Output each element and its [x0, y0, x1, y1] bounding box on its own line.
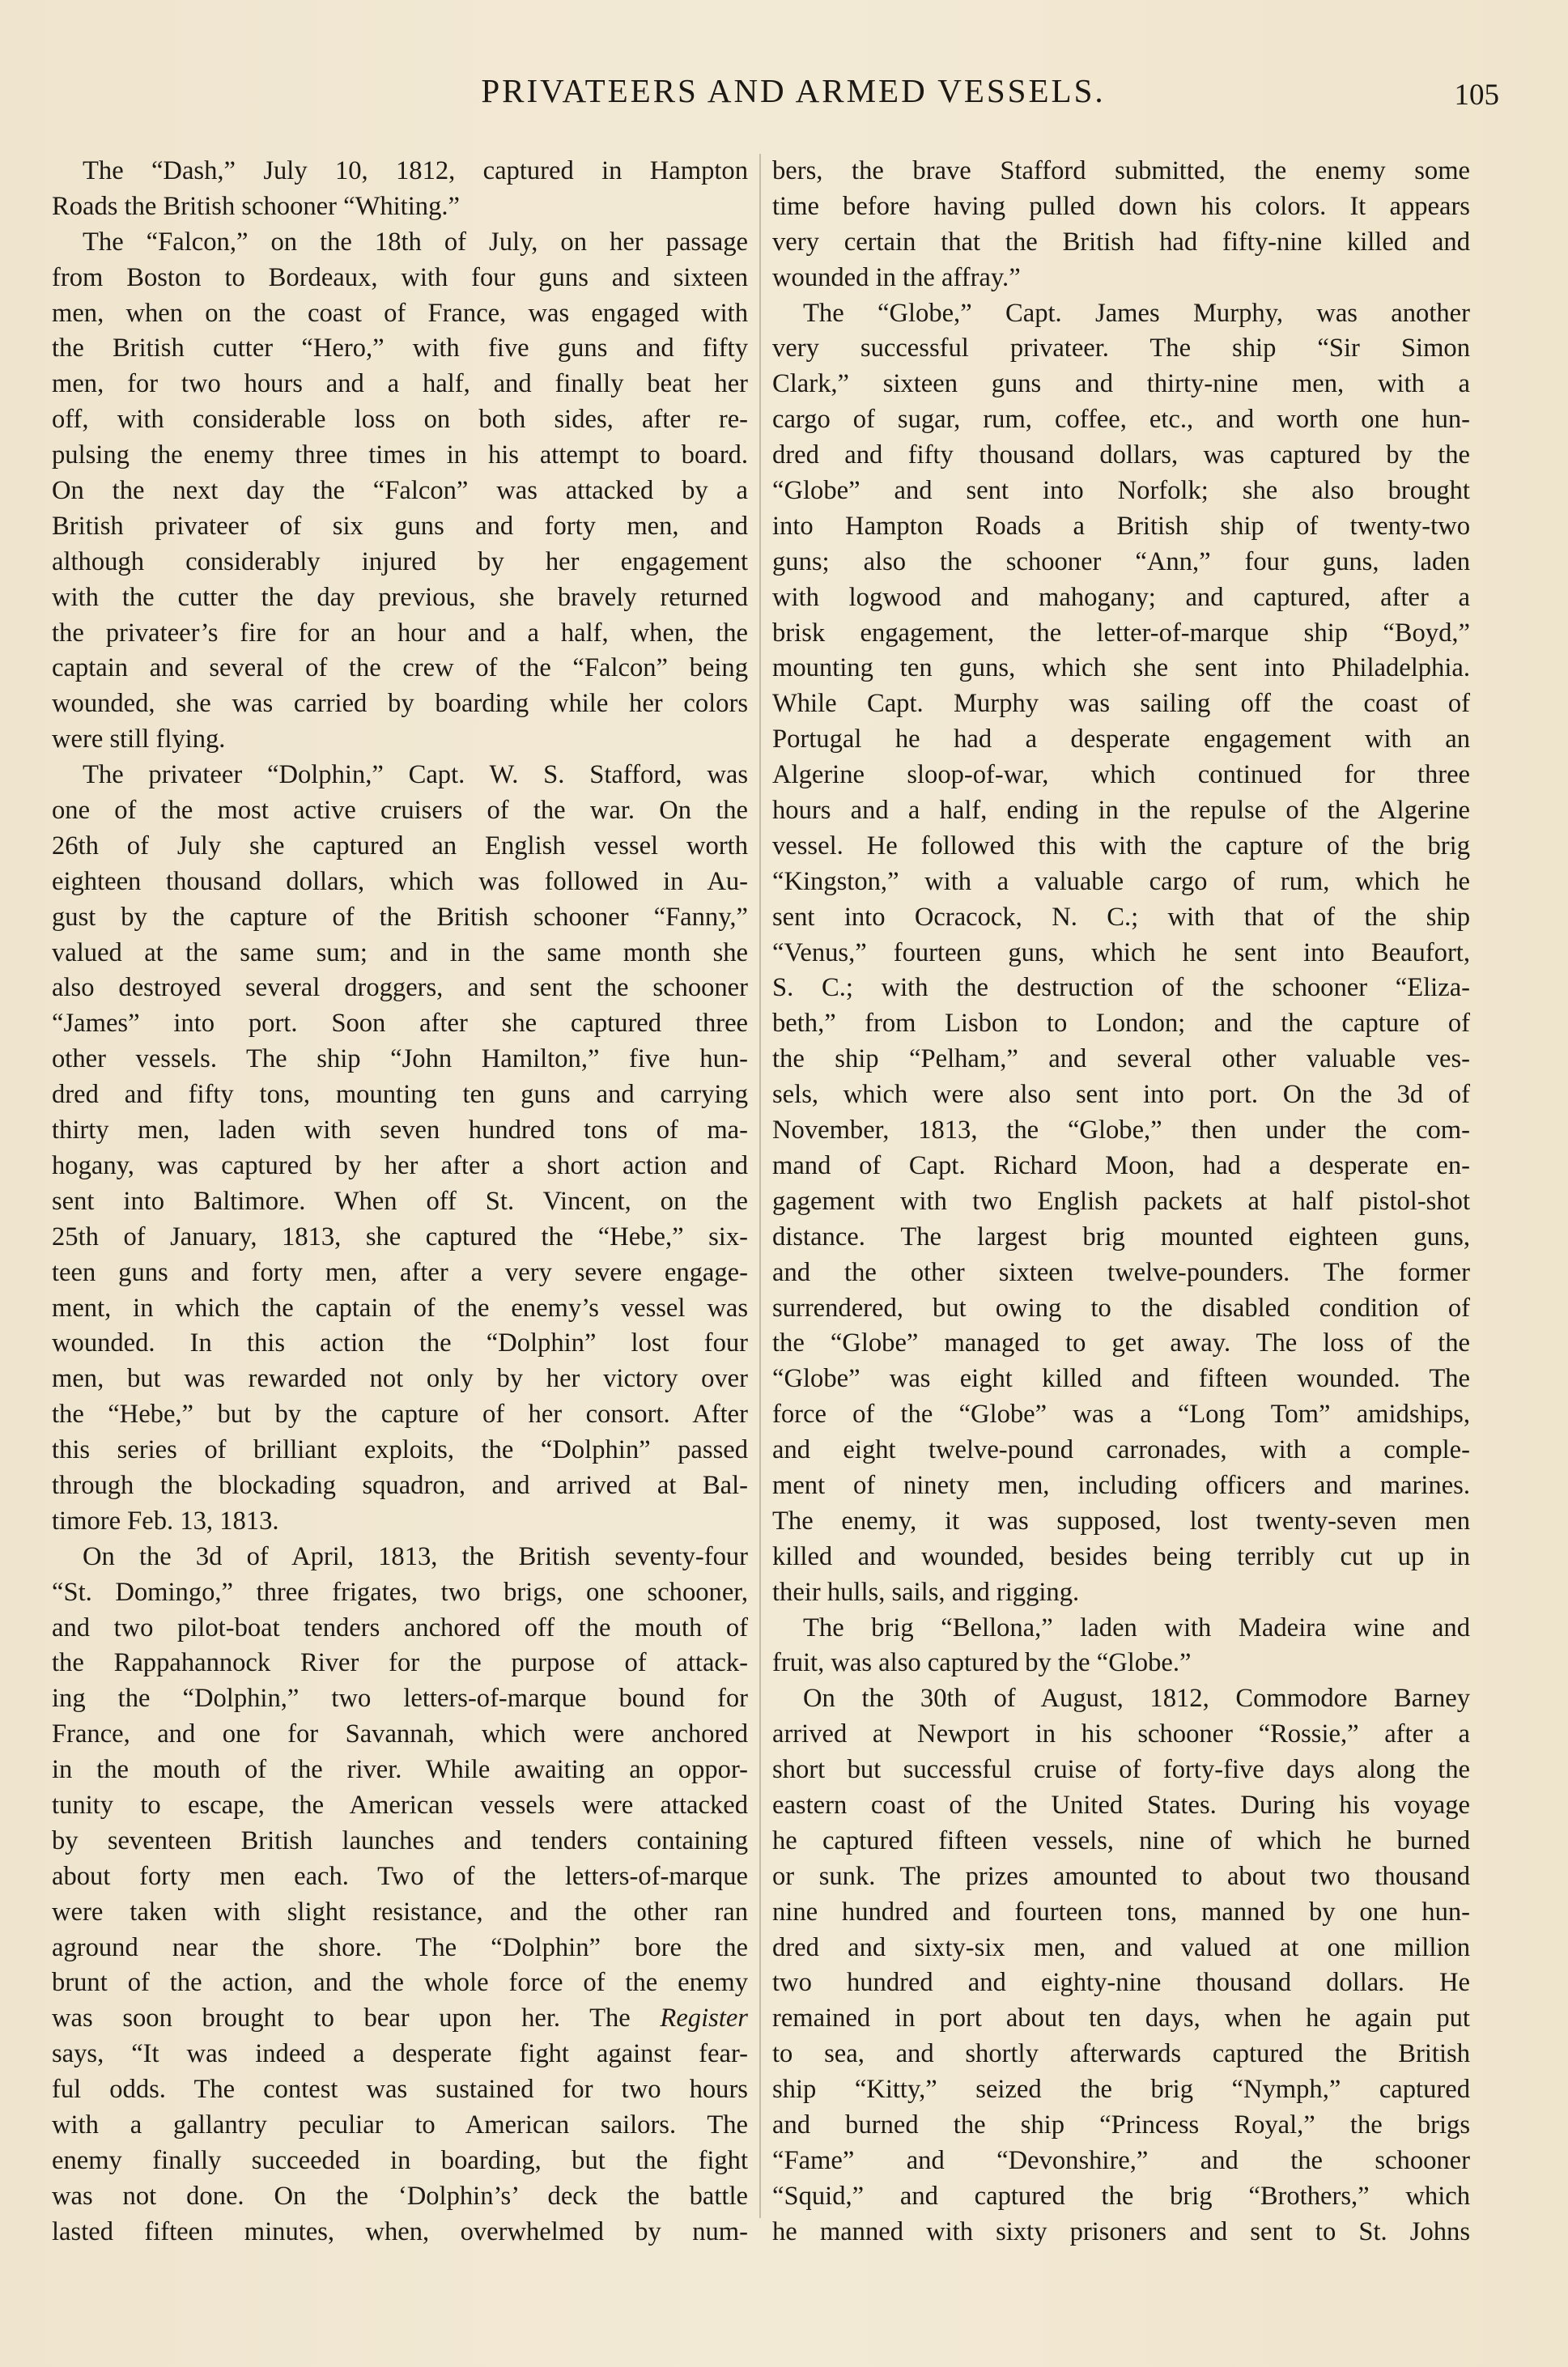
text-line: off, with considerable loss on both sides, after re-: [52, 405, 748, 435]
text-line: eastern coast of the United States. During his voyage: [772, 1790, 1470, 1820]
text-line: this series of brilliant exploits, the “Dolphin” passed: [52, 1435, 748, 1465]
text-line: France, and one for Savannah, which were anchored: [52, 1719, 748, 1749]
text-line: was soon brought to bear upon her. The Register: [52, 2004, 748, 2033]
italic-title: Register: [660, 2004, 748, 2033]
text-line: The “Globe,” Capt. James Murphy, was another: [803, 298, 1470, 328]
text-line: in the mouth of the river. While awaiting an oppor-: [52, 1755, 748, 1785]
text-line: captain and several of the crew of the “Falcon” being: [52, 653, 748, 683]
text-line: nine hundred and fourteen tons, manned by one hun-: [772, 1897, 1470, 1927]
text-line: short but successful cruise of forty-five days along the: [772, 1755, 1470, 1785]
text-line: very successful privateer. The ship “Sir Simon: [772, 334, 1470, 363]
text-line: with logwood and mahogany; and captured, after a: [772, 582, 1470, 612]
text-line: British privateer of six guns and forty men, and: [52, 511, 748, 541]
text-line: ship “Kitty,” seized the brig “Nymph,” captured: [772, 2075, 1470, 2105]
text-line: wounded. In this action the “Dolphin” lost four: [52, 1328, 748, 1358]
text-line: killed and wounded, besides being terribly cut up in: [772, 1541, 1470, 1571]
text-line: November, 1813, the “Globe,” then under the com-: [772, 1116, 1470, 1145]
text-line: On the 3d of April, 1813, the British seventy-four: [83, 1541, 748, 1571]
text-line: from Boston to Bordeaux, with four guns and sixteen: [52, 262, 748, 292]
text-line: The brig “Bellona,” laden with Madeira wine and: [803, 1613, 1470, 1642]
text-line: 25th of January, 1813, she captured the “Hebe,” six-: [52, 1222, 748, 1251]
text-line: he manned with sixty prisoners and sent to St. Johns: [772, 2216, 1470, 2246]
text-line: also destroyed several droggers, and sent the schooner: [52, 973, 748, 1003]
text-line: men, for two hours and a half, and finally beat her: [52, 369, 748, 399]
text-line: were taken with slight resistance, and the other ran: [52, 1897, 748, 1927]
text-line: dred and fifty thousand dollars, was captured by the: [772, 440, 1470, 470]
text-line: or sunk. The prizes amounted to about two thousand: [772, 1861, 1470, 1891]
running-header: PRIVATEERS AND ARMED VESSELS.: [481, 72, 1106, 109]
text-line: hours and a half, ending in the repulse of the Algerine: [772, 796, 1470, 826]
text-line: On the next day the “Falcon” was attacked by a: [52, 476, 748, 506]
text-line: force of the “Globe” was a “Long Tom” amidships,: [772, 1400, 1470, 1430]
text-line: time before having pulled down his colors. It appears: [772, 191, 1470, 221]
text-line: dred and fifty tons, mounting ten guns and carrying: [52, 1080, 748, 1110]
text-line: The enemy, it was supposed, lost twenty-seven men: [772, 1506, 1470, 1536]
text-line: hogany, was captured by her after a short action and: [52, 1150, 748, 1180]
text-line: The “Falcon,” on the 18th of July, on her passage: [83, 227, 748, 257]
text-line: “Squid,” and captured the brig “Brothers,” which: [772, 2181, 1470, 2211]
text-line: ing the “Dolphin,” two letters-of-marque bound for: [52, 1684, 748, 1714]
text-line: wounded in the affray.”: [772, 262, 1021, 292]
text-line: the Rappahannock River for the purpose of attack-: [52, 1648, 748, 1678]
text-line: gagement with two English packets at half pistol-shot: [772, 1186, 1470, 1216]
text-line: beth,” from Lisbon to London; and the capture of: [772, 1009, 1470, 1039]
text-line: Roads the British schooner “Whiting.”: [52, 191, 460, 221]
text-line: distance. The largest brig mounted eighteen guns,: [772, 1222, 1470, 1251]
left-text-column: [52, 154, 748, 2250]
text-line: “Globe” was eight killed and fifteen wounded. The: [772, 1364, 1470, 1394]
text-line: Portugal he had a desperate engagement with an: [772, 725, 1470, 754]
text-line: men, when on the coast of France, was engaged with: [52, 298, 748, 328]
text-line: and two pilot-boat tenders anchored off the mouth of: [52, 1613, 748, 1642]
text-line: sent into Ocracock, N. C.; with that of the ship: [772, 902, 1470, 932]
text-line: about forty men each. Two of the letters-of-marque: [52, 1861, 748, 1891]
text-line: brunt of the action, and the whole force of the enemy: [52, 1968, 748, 1998]
text-line: gust by the capture of the British schooner “Fanny,”: [52, 902, 748, 932]
text-line: dred and sixty-six men, and valued at one million: [772, 1932, 1470, 1962]
text-line: mand of Capt. Richard Moon, had a desperate en-: [772, 1150, 1470, 1180]
text-line: men, but was rewarded not only by her victory over: [52, 1364, 748, 1394]
text-line: sels, which were also sent into port. On the 3d of: [772, 1080, 1470, 1110]
text-line: S. C.; with the destruction of the schooner “Eliza-: [772, 973, 1470, 1003]
text-line: bers, the brave Stafford submitted, the enemy some: [772, 156, 1470, 185]
text-line: ment, in which the captain of the enemy’s vessel was: [52, 1293, 748, 1323]
text-line: with a gallantry peculiar to American sailors. The: [52, 2110, 748, 2140]
text-line: tunity to escape, the American vessels were attacked: [52, 1790, 748, 1820]
text-line: “Fame” and “Devonshire,” and the schooner: [772, 2145, 1470, 2175]
text-line: and the other sixteen twelve-pounders. The former: [772, 1257, 1470, 1287]
text-line: “St. Domingo,” three frigates, two brigs, one schooner,: [52, 1577, 748, 1607]
text-line: the privateer’s fire for an hour and a half, when, the: [52, 618, 748, 648]
right-text-column: [772, 154, 1470, 2250]
text-line: he captured fifteen vessels, nine of which he burned: [772, 1825, 1470, 1855]
text-line: On the 30th of August, 1812, Commodore Barney: [803, 1684, 1470, 1714]
text-line: teen guns and forty men, after a very severe engage-: [52, 1257, 748, 1287]
text-line: timore Feb. 13, 1813.: [52, 1506, 279, 1536]
text-line: “Venus,” fourteen guns, which he sent into Beaufort,: [772, 937, 1470, 967]
text-line: sent into Baltimore. When off St. Vincent, on the: [52, 1186, 748, 1216]
text-line: Clark,” sixteen guns and thirty-nine men, with a: [772, 369, 1470, 399]
text-line: although considerably injured by her engagement: [52, 546, 748, 576]
text-line: 26th of July she captured an English vessel worth: [52, 831, 748, 861]
text-line: the ship “Pelham,” and several other valuable ves-: [772, 1044, 1470, 1074]
text-line: ment of ninety men, including officers and marines.: [772, 1470, 1470, 1500]
text-line: ful odds. The contest was sustained for two hours: [52, 2075, 748, 2105]
text-line: brisk engagement, the letter-of-marque ship “Boyd,”: [772, 618, 1470, 648]
text-line: the “Globe” managed to get away. The loss of the: [772, 1328, 1470, 1358]
text-line: the British cutter “Hero,” with five guns and fifty: [52, 334, 748, 363]
text-line: fruit, was also captured by the “Globe.”: [772, 1648, 1192, 1678]
text-line: their hulls, sails, and rigging.: [772, 1577, 1080, 1607]
text-line: and burned the ship “Princess Royal,” the brigs: [772, 2110, 1470, 2140]
text-line: to sea, and shortly afterwards captured the British: [772, 2039, 1470, 2069]
text-line: mounting ten guns, which she sent into Philadelphia.: [772, 653, 1470, 683]
text-line: The privateer “Dolphin,” Capt. W. S. Stafford, was: [83, 760, 748, 790]
text-line: remained in port about ten days, when he again put: [772, 2004, 1470, 2033]
text-line: enemy finally succeeded in boarding, but the fight: [52, 2145, 748, 2175]
text-line: thirty men, laden with seven hundred tons of ma-: [52, 1116, 748, 1145]
text-line: vessel. He followed this with the capture of the brig: [772, 831, 1470, 861]
text-line: pulsing the enemy three times in his attempt to board.: [52, 440, 748, 470]
text-line: with the cutter the day previous, she bravely returned: [52, 582, 748, 612]
text-line: very certain that the British had fifty-nine killed and: [772, 227, 1470, 257]
text-line: While Capt. Murphy was sailing off the coast of: [772, 689, 1470, 719]
text-line: into Hampton Roads a British ship of twenty-two: [772, 511, 1470, 541]
text-line: guns; also the schooner “Ann,” four guns, laden: [772, 546, 1470, 576]
text-line: wounded, she was carried by boarding while her colors: [52, 689, 748, 719]
text-line: by seventeen British launches and tenders containing: [52, 1825, 748, 1855]
text-line: says, “It was indeed a desperate fight against fear-: [52, 2039, 748, 2069]
text-line: “Kingston,” with a valuable cargo of rum, which he: [772, 866, 1470, 896]
text-line: eighteen thousand dollars, which was followed in Au-: [52, 866, 748, 896]
text-line: was not done. On the ‘Dolphin’s’ deck the battle: [52, 2181, 748, 2211]
text-line: aground near the shore. The “Dolphin” bore the: [52, 1932, 748, 1962]
page-number: 105: [1454, 79, 1499, 112]
column-divider: [759, 154, 761, 2218]
text-line: The “Dash,” July 10, 1812, captured in Hampton: [83, 156, 748, 185]
text-line: one of the most active cruisers of the war. On the: [52, 796, 748, 826]
text-line: valued at the same sum; and in the same month she: [52, 937, 748, 967]
text-line: Algerine sloop-of-war, which continued for three: [772, 760, 1470, 790]
text-line: lasted fifteen minutes, when, overwhelmed by num-: [52, 2216, 748, 2246]
text-line: “Globe” and sent into Norfolk; she also brought: [772, 476, 1470, 506]
text-line: the “Hebe,” but by the capture of her consort. After: [52, 1400, 748, 1430]
text-line: were still flying.: [52, 725, 226, 754]
text-line: arrived at Newport in his schooner “Rossie,” after a: [772, 1719, 1470, 1749]
text-line: cargo of sugar, rum, coffee, etc., and worth one hun-: [772, 405, 1470, 435]
text-line: and eight twelve-pound carronades, with a comple-: [772, 1435, 1470, 1465]
text-line: surrendered, but owing to the disabled condition of: [772, 1293, 1470, 1323]
text-line: other vessels. The ship “John Hamilton,” five hun-: [52, 1044, 748, 1074]
text-line: two hundred and eighty-nine thousand dollars. He: [772, 1968, 1470, 1998]
text-line: through the blockading squadron, and arrived at Bal-: [52, 1470, 748, 1500]
text-line: “James” into port. Soon after she captured three: [52, 1009, 748, 1039]
